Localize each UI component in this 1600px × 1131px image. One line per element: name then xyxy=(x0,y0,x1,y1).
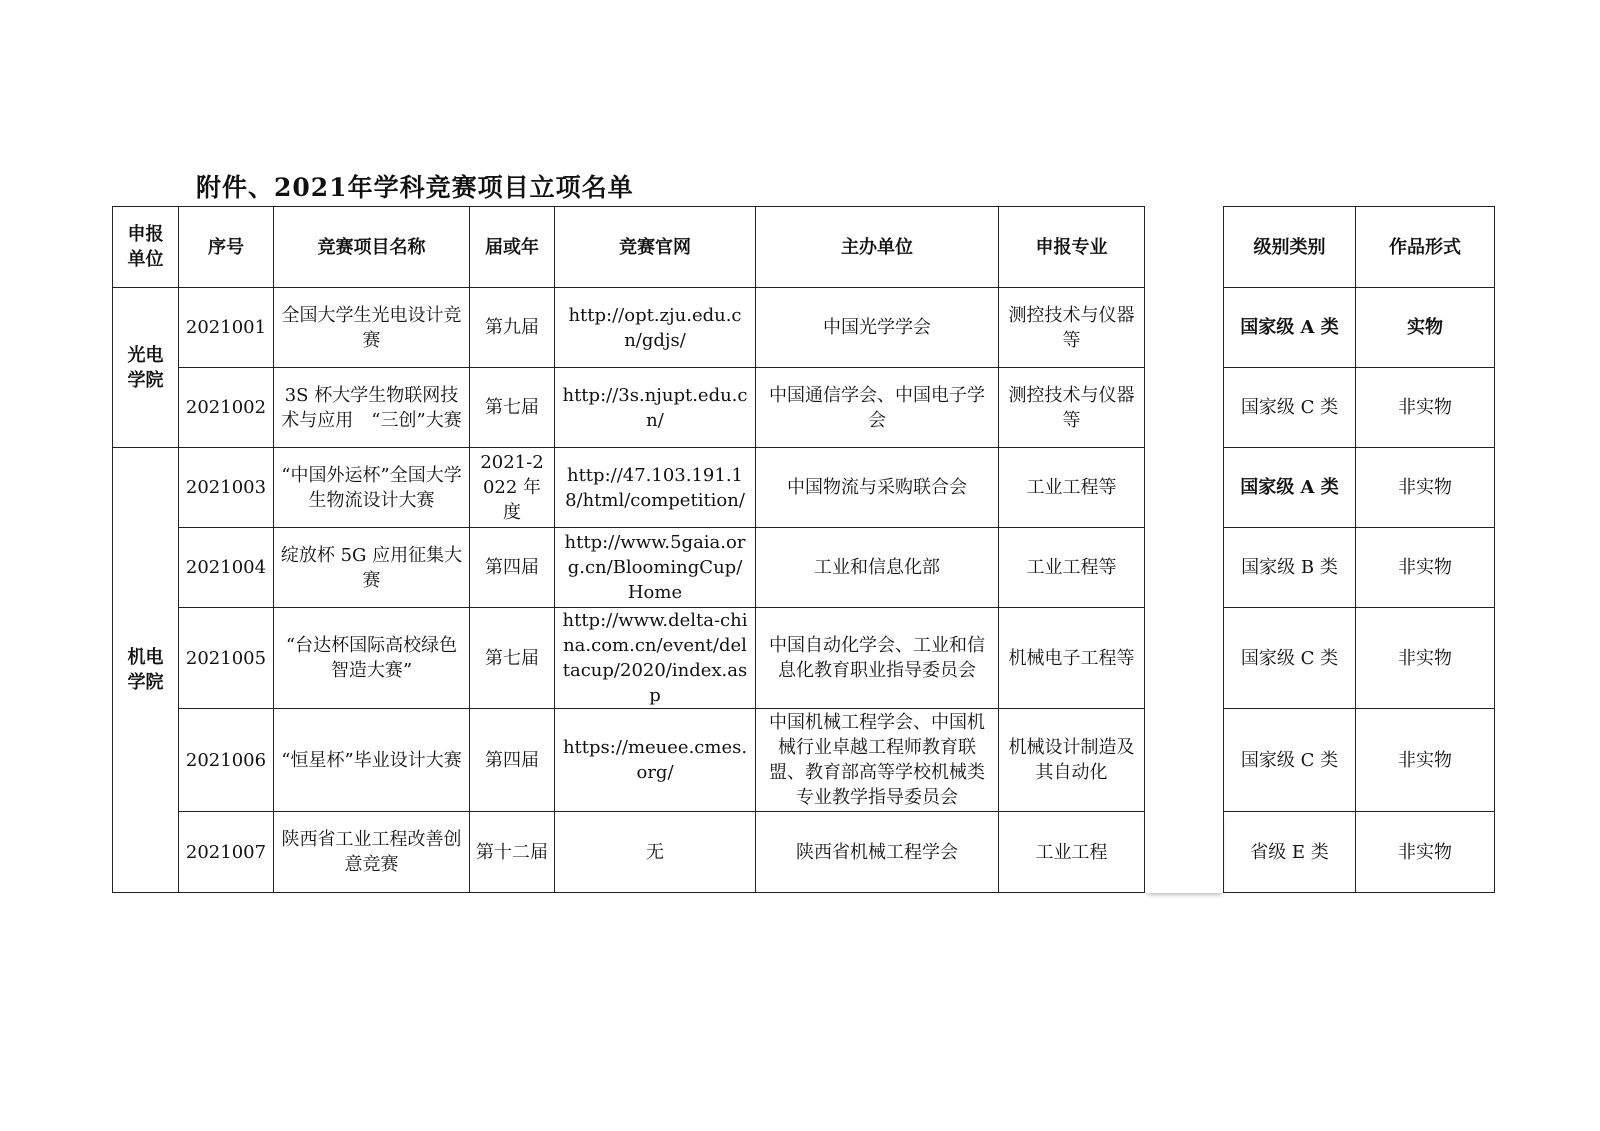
cell-name: “中国外运杯”全国大学生物流设计大赛 xyxy=(274,448,470,528)
cell-edition: 第四届 xyxy=(470,528,555,608)
cell-blank xyxy=(1145,709,1224,812)
unit-optics-line2: 学院 xyxy=(127,369,164,391)
header-unit-line2: 单位 xyxy=(127,249,164,270)
unit-mech-line1: 机电 xyxy=(127,647,164,668)
cell-site: http://47.103.191.18/html/competition/ xyxy=(555,448,756,528)
table-row xyxy=(113,528,1495,608)
cell-level: 国家级 B 类 xyxy=(1224,528,1356,608)
cell-organizer: 中国机械工程学会、中国机械行业卓越工程师教育联盟、教育部高等学校机械类专业教学指导委员会 xyxy=(756,709,999,812)
cell-site: http://www.5gaia.org.cn/BloomingCup/Home xyxy=(555,528,756,608)
cell-blank xyxy=(1145,528,1224,608)
header-edition: 届或年 xyxy=(470,207,555,288)
header-level: 级别类别 xyxy=(1224,207,1356,288)
cell-form: 非实物 xyxy=(1356,608,1495,709)
cell-level: 国家级 C 类 xyxy=(1224,709,1356,812)
cell-organizer: 中国自动化学会、工业和信息化教育职业指导委员会 xyxy=(756,608,999,709)
cell-seq: 2021006 xyxy=(179,709,274,812)
header-seq: 序号 xyxy=(179,207,274,288)
cell-organizer: 陕西省机械工程学会 xyxy=(756,812,999,893)
header-unit-line1: 申报 xyxy=(127,224,164,245)
cell-edition: 第七届 xyxy=(470,368,555,448)
cell-edition: 第七届 xyxy=(470,608,555,709)
unit-optics-line1: 光电 xyxy=(127,344,164,366)
cell-name: 绽放杯 5G 应用征集大赛 xyxy=(274,528,470,608)
cell-form: 实物 xyxy=(1356,288,1495,368)
cell-level: 国家级 C 类 xyxy=(1224,608,1356,709)
cell-blank xyxy=(1145,608,1224,709)
header-name: 竞赛项目名称 xyxy=(274,207,470,288)
cell-major: 工业工程 xyxy=(999,812,1145,893)
cell-seq: 2021001 xyxy=(179,288,274,368)
cell-name: “恒星杯”毕业设计大赛 xyxy=(274,709,470,812)
cell-site: http://www.delta-china.com.cn/event/deltacup/2020/index.asp xyxy=(555,608,756,709)
cell-blank xyxy=(1145,288,1224,368)
cell-organizer: 工业和信息化部 xyxy=(756,528,999,608)
cell-level: 国家级 A 类 xyxy=(1224,288,1356,368)
cell-form: 非实物 xyxy=(1356,812,1495,893)
cell-seq: 2021005 xyxy=(179,608,274,709)
table-row xyxy=(113,288,1495,368)
cell-major: 测控技术与仪器等 xyxy=(999,368,1145,448)
cell-blank xyxy=(1145,812,1224,893)
cell-site: https://meuee.cmes.org/ xyxy=(555,709,756,812)
header-major: 申报专业 xyxy=(999,207,1145,288)
cell-name: 全国大学生光电设计竞赛 xyxy=(274,288,470,368)
header-form: 作品形式 xyxy=(1356,207,1495,288)
cell-form: 非实物 xyxy=(1356,368,1495,448)
table-row xyxy=(113,812,1495,893)
cell-edition: 第十二届 xyxy=(470,812,555,893)
cell-site: 无 xyxy=(555,812,756,893)
cell-level: 省级 E 类 xyxy=(1224,812,1356,893)
cell-edition: 第四届 xyxy=(470,709,555,812)
cell-seq: 2021003 xyxy=(179,448,274,528)
cell-seq: 2021002 xyxy=(179,368,274,448)
table-row xyxy=(113,709,1495,812)
cell-blank xyxy=(1145,448,1224,528)
header-row xyxy=(113,207,1495,288)
cell-seq: 2021007 xyxy=(179,812,274,893)
cell-form: 非实物 xyxy=(1356,709,1495,812)
cell-edition: 2021-2022 年度 xyxy=(470,448,555,528)
cell-major: 工业工程等 xyxy=(999,448,1145,528)
header-blank xyxy=(1145,207,1224,288)
cell-site: http://opt.zju.edu.cn/gdjs/ xyxy=(555,288,756,368)
cell-major: 测控技术与仪器等 xyxy=(999,288,1145,368)
cell-organizer: 中国物流与采购联合会 xyxy=(756,448,999,528)
document-title: 附件、2021年学科竞赛项目立项名单 xyxy=(196,173,634,202)
cell-major: 机械设计制造及其自动化 xyxy=(999,709,1145,812)
cell-form: 非实物 xyxy=(1356,448,1495,528)
cell-form: 非实物 xyxy=(1356,528,1495,608)
unit-mech xyxy=(113,448,179,893)
cell-organizer: 中国光学学会 xyxy=(756,288,999,368)
header-site: 竞赛官网 xyxy=(555,207,756,288)
cell-seq: 2021004 xyxy=(179,528,274,608)
unit-optics xyxy=(113,288,179,448)
cell-level: 国家级 C 类 xyxy=(1224,368,1356,448)
competition-table xyxy=(112,206,1495,893)
cell-major: 工业工程等 xyxy=(999,528,1145,608)
cell-blank xyxy=(1145,368,1224,448)
table-row xyxy=(113,448,1495,528)
cell-name: 3S 杯大学生物联网技术与应用 “三创”大赛 xyxy=(274,368,470,448)
table-row xyxy=(113,368,1495,448)
cell-name: 陕西省工业工程改善创意竞赛 xyxy=(274,812,470,893)
unit-mech-line2: 学院 xyxy=(127,672,164,693)
cell-name: “台达杯国际高校绿色智造大赛” xyxy=(274,608,470,709)
header-organizer: 主办单位 xyxy=(756,207,999,288)
cell-organizer: 中国通信学会、中国电子学会 xyxy=(756,368,999,448)
table-row xyxy=(113,608,1495,709)
cell-edition: 第九届 xyxy=(470,288,555,368)
cell-level: 国家级 A 类 xyxy=(1224,448,1356,528)
cell-site: http://3s.njupt.edu.cn/ xyxy=(555,368,756,448)
cell-major: 机械电子工程等 xyxy=(999,608,1145,709)
header-unit xyxy=(113,207,179,288)
